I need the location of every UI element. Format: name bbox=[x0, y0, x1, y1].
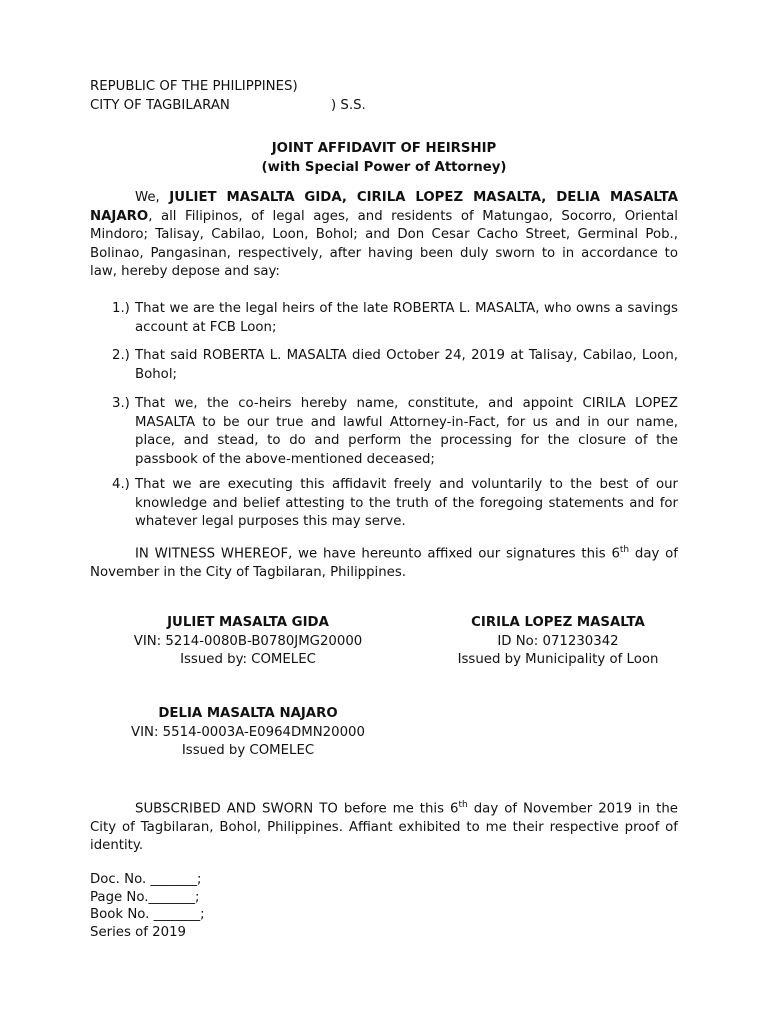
item-number: 4.) bbox=[112, 477, 130, 492]
caption-city: CITY OF TAGBILARAN bbox=[90, 97, 230, 113]
item-text: That we are executing this affidavit freely and voluntarily to the best of our knowledge and belief attesting to the truth of the foregoing statements and for whatever legal purposes this may serve. bbox=[135, 477, 678, 529]
jurat-ordinal: th bbox=[458, 800, 468, 810]
book-number: Book No. _______; bbox=[90, 907, 205, 922]
notarial-register bbox=[90, 871, 205, 941]
jurat-text: SUBSCRIBED AND SWORN TO before me this 6 bbox=[135, 801, 459, 817]
title-main: JOINT AFFIDAVIT OF HEIRSHIP bbox=[271, 141, 497, 156]
signatory-block-delia bbox=[128, 705, 368, 761]
item-text: That we, the co-heirs hereby name, constitute, and appoint CIRILA LOPEZ MASALTA to be our true and lawful Attorney-in-Fact, for us and in our name, place, and stead, to do and perform the processing for the closure of the passbook of the above-mentioned deceased; bbox=[135, 396, 678, 467]
item-text: That we are the legal heirs of the late ROBERTA L. MASALTA, who owns a savings account at FCB Loon; bbox=[135, 301, 678, 335]
item-text: That said ROBERTA L. MASALTA died October 24, 2019 at Talisay, Cabilao, Loon, Bohol; bbox=[135, 348, 678, 382]
signatory-name: DELIA MASALTA NAJARO bbox=[158, 706, 338, 721]
signatory-issuer: Issued by COMELEC bbox=[181, 743, 315, 758]
caption-ss: ) S.S. bbox=[331, 97, 366, 113]
jurat-text-end: day of November 2019 in the City of Tagbilaran, Bohol, Philippines. Affiant exhibited to me their respective proof of identity. bbox=[90, 801, 678, 854]
intro-rest: , all Filipinos, of legal ages, and residents of Matungao, Socorro, Oriental Mindoro; Talisay, Cabilao, Loon, Bohol; and Don Cesar Cacho Street, Germinal Pob., Bolinao, Pangasinan, respectively, after having been duly sworn to in accordance to law, hereby depose and say: bbox=[90, 208, 678, 279]
signatory-block-juliet bbox=[128, 614, 368, 670]
caption-line-city bbox=[90, 97, 678, 116]
jurat-paragraph bbox=[90, 796, 678, 856]
intro-paragraph bbox=[90, 189, 678, 282]
signatory-name: JULIET MASALTA GIDA bbox=[167, 615, 329, 630]
intro-we: We, bbox=[135, 190, 170, 205]
witness-ordinal: th bbox=[619, 545, 630, 555]
witness-paragraph bbox=[90, 541, 678, 582]
signatory-block-cirila bbox=[433, 614, 683, 670]
signatory-issuer: Issued by: COMELEC bbox=[180, 652, 316, 667]
signatory-id: VIN: 5214-0080B-B0780JMG20000 bbox=[133, 633, 363, 649]
signatory-name: CIRILA LOPEZ MASALTA bbox=[471, 615, 645, 630]
title-sub: (with Special Power of Attorney) bbox=[261, 159, 507, 175]
intro-names: JULIET MASALTA GIDA, CIRILA LOPEZ MASALTA, DELIA MASALTA NAJARO bbox=[90, 190, 678, 224]
document-title bbox=[90, 140, 678, 177]
signatory-id: VIN: 5514-0003A-E0964DMN20000 bbox=[131, 724, 365, 740]
item-number: 2.) bbox=[112, 348, 130, 363]
witness-text-end: day of November in the City of Tagbilaran, Philippines. bbox=[90, 546, 678, 580]
venue-caption bbox=[90, 78, 678, 115]
doc-number: Doc. No. _______; bbox=[90, 872, 202, 887]
item-number: 3.) bbox=[112, 396, 130, 411]
series-year: Series of 2019 bbox=[90, 924, 186, 940]
signatory-issuer: Issued by Municipality of Loon bbox=[457, 652, 659, 667]
caption-line-republic: REPUBLIC OF THE PHILIPPINES) bbox=[90, 79, 298, 94]
item-number: 1.) bbox=[112, 301, 130, 316]
list-item-2 bbox=[112, 347, 678, 384]
page-number: Page No._______; bbox=[90, 889, 200, 905]
list-item-4 bbox=[112, 476, 678, 532]
witness-text: IN WITNESS WHEREOF, we have hereunto affixed our signatures this 6 bbox=[135, 546, 620, 562]
list-item-1 bbox=[112, 300, 678, 337]
list-item-3 bbox=[112, 395, 678, 469]
signatory-id: ID No: 071230342 bbox=[497, 633, 619, 649]
